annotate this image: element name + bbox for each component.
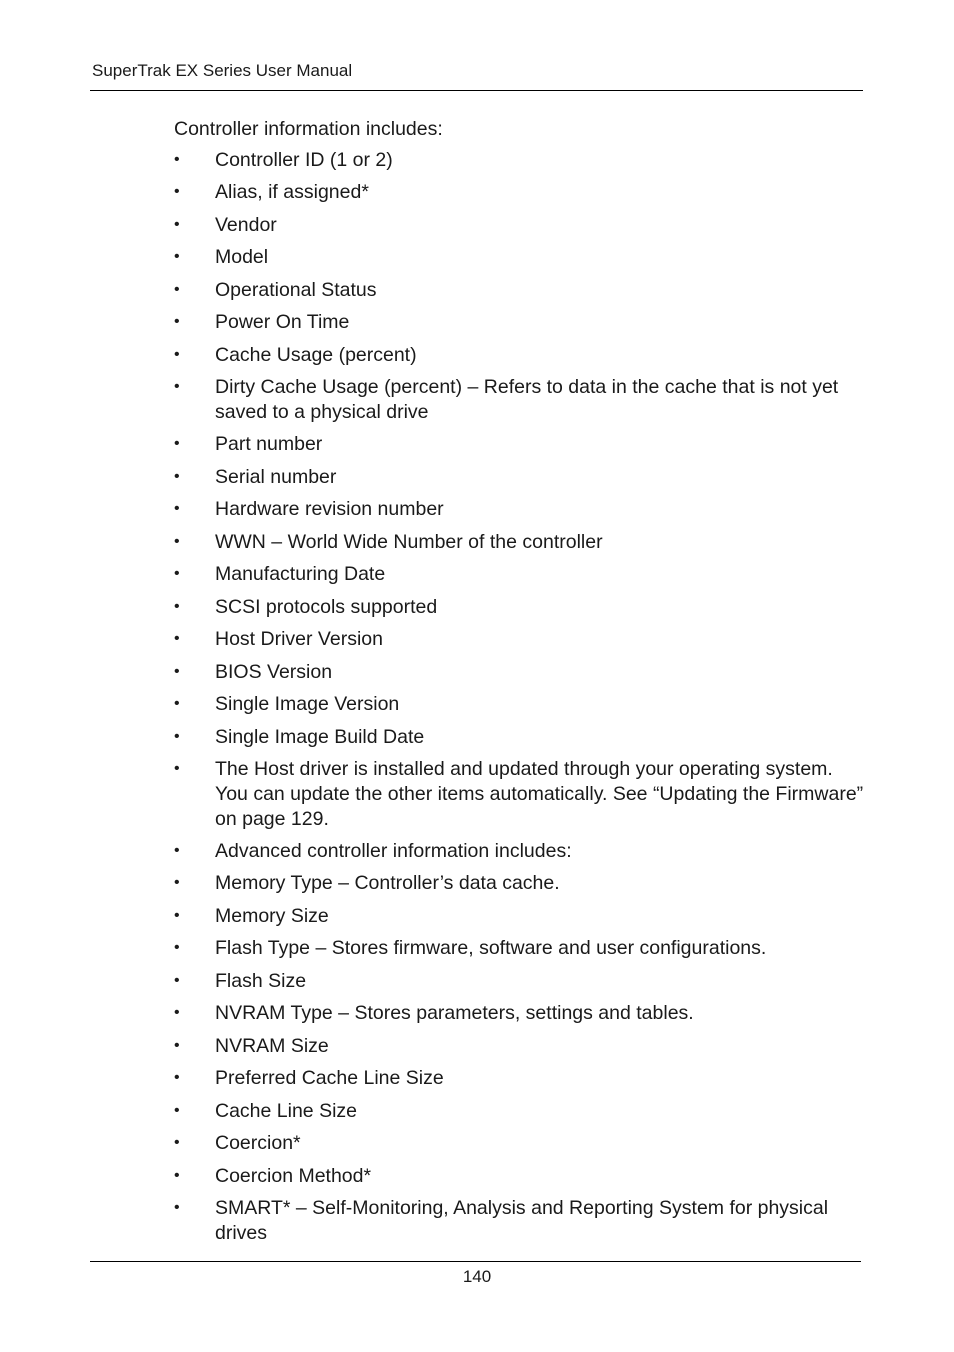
list-item-text: Operational Status (215, 278, 377, 301)
list-item (174, 530, 864, 555)
bullet-icon: • (174, 1101, 180, 1119)
bullet-icon: • (174, 597, 180, 615)
bullet-icon: • (174, 906, 180, 924)
list-item (174, 1164, 864, 1189)
running-header-title: SuperTrak EX Series User Manual (92, 61, 353, 80)
list-item-text: SMART* – Self-Monitoring, Analysis and Reporting System for physical drives (215, 1197, 829, 1244)
list-item-text: The Host driver is installed and updated through your operating system. You can update the other items automatically. See “Updating the Firmware” on page 129. (215, 758, 864, 830)
list-item (174, 1099, 864, 1124)
list-item-text: NVRAM Size (215, 1034, 329, 1057)
list-item (174, 839, 864, 864)
bullet-icon: • (174, 1069, 180, 1087)
list-item-text: Manufacturing Date (215, 563, 386, 586)
list-item-text: Flash Type – Stores firmware, software and user configurations. (215, 937, 767, 960)
list-item (174, 375, 864, 424)
list-item (174, 1196, 864, 1245)
list-item (174, 1034, 864, 1059)
bullet-icon: • (174, 378, 180, 396)
list-item-text: Model (215, 246, 269, 269)
list-item (174, 660, 864, 685)
list-item (174, 432, 864, 457)
bullet-icon: • (174, 280, 180, 298)
bullet-icon: • (174, 1166, 180, 1184)
list-item (174, 213, 864, 238)
list-item (174, 310, 864, 335)
bullet-icon: • (174, 183, 180, 201)
bullet-icon: • (174, 874, 180, 892)
list-item-text: Power On Time (215, 311, 350, 334)
bullet-icon: • (174, 467, 180, 485)
list-item (174, 627, 864, 652)
list-item (174, 245, 864, 270)
list-item-text: Coercion Method* (215, 1164, 372, 1187)
bullet-icon: • (174, 939, 180, 957)
list-item-text: Single Image Version (215, 693, 400, 716)
list-item-text: Cache Usage (percent) (215, 343, 417, 366)
bullet-icon: • (174, 760, 180, 778)
list-item-text: WWN – World Wide Number of the controller (215, 530, 603, 553)
list-item-text: BIOS Version (215, 660, 333, 683)
list-item (174, 1001, 864, 1026)
list-item (174, 343, 864, 368)
list-item-text: Memory Type – Controller’s data cache. (215, 872, 560, 895)
bullet-icon: • (174, 695, 180, 713)
bullet-icon: • (174, 727, 180, 745)
list-item-text: Serial number (215, 465, 337, 488)
bullet-icon: • (174, 1004, 180, 1022)
list-item (174, 1066, 864, 1091)
bullet-icon: • (174, 662, 180, 680)
list-item-text: Dirty Cache Usage (percent) – Refers to data in the cache that is not yet saved to a physical drive (215, 376, 839, 423)
list-item-text: Part number (215, 433, 323, 456)
bullet-icon: • (174, 215, 180, 233)
list-item-text: Controller ID (1 or 2) (215, 149, 393, 171)
bullet-icon: • (174, 971, 180, 989)
bullet-icon: • (174, 345, 180, 363)
list-item-text: Cache Line Size (215, 1099, 358, 1122)
bullet-icon: • (174, 435, 180, 453)
list-item (174, 465, 864, 490)
list-item (174, 725, 864, 750)
intro-paragraph: Controller information includes: (174, 118, 443, 140)
list-item-text: Memory Size (215, 904, 329, 927)
list-item (174, 180, 864, 205)
list-item (174, 969, 864, 994)
list-item (174, 1131, 864, 1156)
bullet-icon: • (174, 500, 180, 518)
bullet-icon: • (174, 841, 180, 859)
list-item-text: Vendor (215, 213, 277, 236)
bullet-icon: • (174, 151, 180, 168)
list-item (174, 904, 864, 929)
bullet-icon: • (174, 630, 180, 648)
list-item-text: Advanced controller information includes: (215, 839, 572, 862)
list-item (174, 757, 864, 831)
list-item (174, 562, 864, 587)
bullet-icon: • (174, 1134, 180, 1152)
header-divider (90, 90, 863, 91)
bullet-icon: • (174, 1199, 180, 1217)
list-item-text: SCSI protocols supported (215, 595, 438, 618)
list-item (174, 595, 864, 620)
list-item (174, 871, 864, 896)
list-item-text: Host Driver Version (215, 628, 383, 651)
bullet-icon: • (174, 1036, 180, 1054)
bullet-icon: • (174, 532, 180, 550)
list-item (174, 148, 864, 173)
page-number: 140 (462, 1267, 492, 1286)
bullet-list (174, 148, 864, 1253)
list-item (174, 497, 864, 522)
bullet-icon: • (174, 565, 180, 583)
bullet-icon: • (174, 313, 180, 331)
list-item (174, 936, 864, 961)
list-item-text: Flash Size (215, 969, 307, 992)
list-item-text: Alias, if assigned* (215, 181, 369, 204)
footer-divider (90, 1261, 861, 1262)
list-item-text: NVRAM Type – Stores parameters, settings and tables. (215, 1002, 694, 1025)
list-item (174, 692, 864, 717)
bullet-icon: • (174, 248, 180, 266)
list-item-text: Single Image Build Date (215, 725, 425, 748)
list-item-text: Coercion* (215, 1132, 301, 1155)
list-item-text: Preferred Cache Line Size (215, 1067, 444, 1090)
list-item (174, 278, 864, 303)
list-item-text: Hardware revision number (215, 498, 444, 521)
